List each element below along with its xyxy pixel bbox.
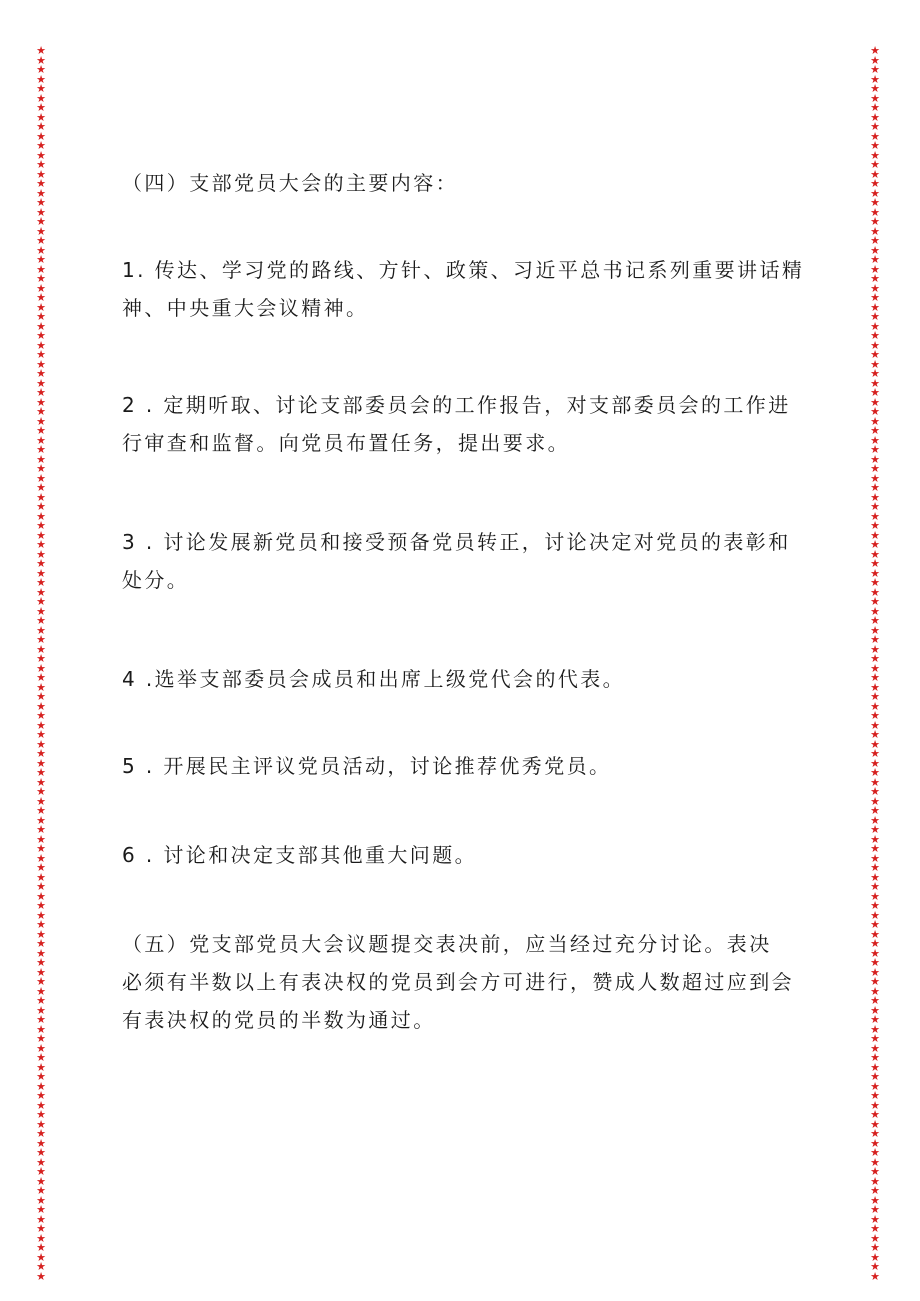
list-item-5 bbox=[122, 747, 812, 785]
text-line: （五）党支部党员大会议题提交表决前，应当经过充分讨论。表决 bbox=[122, 932, 772, 956]
text-line: 4 .选举支部委员会成员和出席上级党代会的代表。 bbox=[122, 667, 626, 691]
text-line: （四）支部党员大会的主要内容： bbox=[122, 171, 458, 195]
text-line: 3 . 讨论发展新党员和接受预备党员转正，讨论决定对党员的表彰和 bbox=[122, 530, 791, 554]
left-star-border: ★★★★★★★★★★★★★★★★★★★★★★★★★★★★★★★★★★★★★★★★★★★★★★★★★★★★★★★★★★★★★★★★★★★★★★★★★★★★★★★★★★★★★★★★★★★★★★★★★★★★★★★★★★★★★★★★★★★★★★★★★★★★★★★★★★ bbox=[36, 44, 46, 1283]
text-line: 神、中央重大会议精神。 bbox=[122, 296, 369, 320]
text-line: 2 . 定期听取、讨论支部委员会的工作报告，对支部委员会的工作进 bbox=[122, 393, 791, 417]
text-line: 5 . 开展民主评议党员活动，讨论推荐优秀党员。 bbox=[122, 754, 612, 778]
list-item-2 bbox=[122, 386, 812, 462]
text-line: 处分。 bbox=[122, 568, 190, 592]
text-line: 必须有半数以上有表决权的党员到会方可进行，赞成人数超过应到会 bbox=[122, 970, 794, 994]
text-line: 1. 传达、学习党的路线、方针、政策、习近平总书记系列重要讲话精 bbox=[122, 258, 805, 282]
text-line: 有表决权的党员的半数为通过。 bbox=[122, 1008, 436, 1032]
section-heading-4 bbox=[122, 164, 812, 202]
list-item-1 bbox=[122, 251, 812, 327]
right-star-border: ★★★★★★★★★★★★★★★★★★★★★★★★★★★★★★★★★★★★★★★★★★★★★★★★★★★★★★★★★★★★★★★★★★★★★★★★★★★★★★★★★★★★★★★★★★★★★★★★★★★★★★★★★★★★★★★★★★★★★★★★★★★★★★★★★★ bbox=[870, 44, 880, 1283]
text-line: 6 . 讨论和决定支部其他重大问题。 bbox=[122, 843, 477, 867]
list-item-3 bbox=[122, 523, 812, 599]
section-paragraph-5 bbox=[122, 925, 812, 1039]
list-item-4 bbox=[122, 660, 812, 698]
text-line: 行审查和监督。向党员布置任务，提出要求。 bbox=[122, 431, 570, 455]
list-item-6 bbox=[122, 836, 812, 874]
